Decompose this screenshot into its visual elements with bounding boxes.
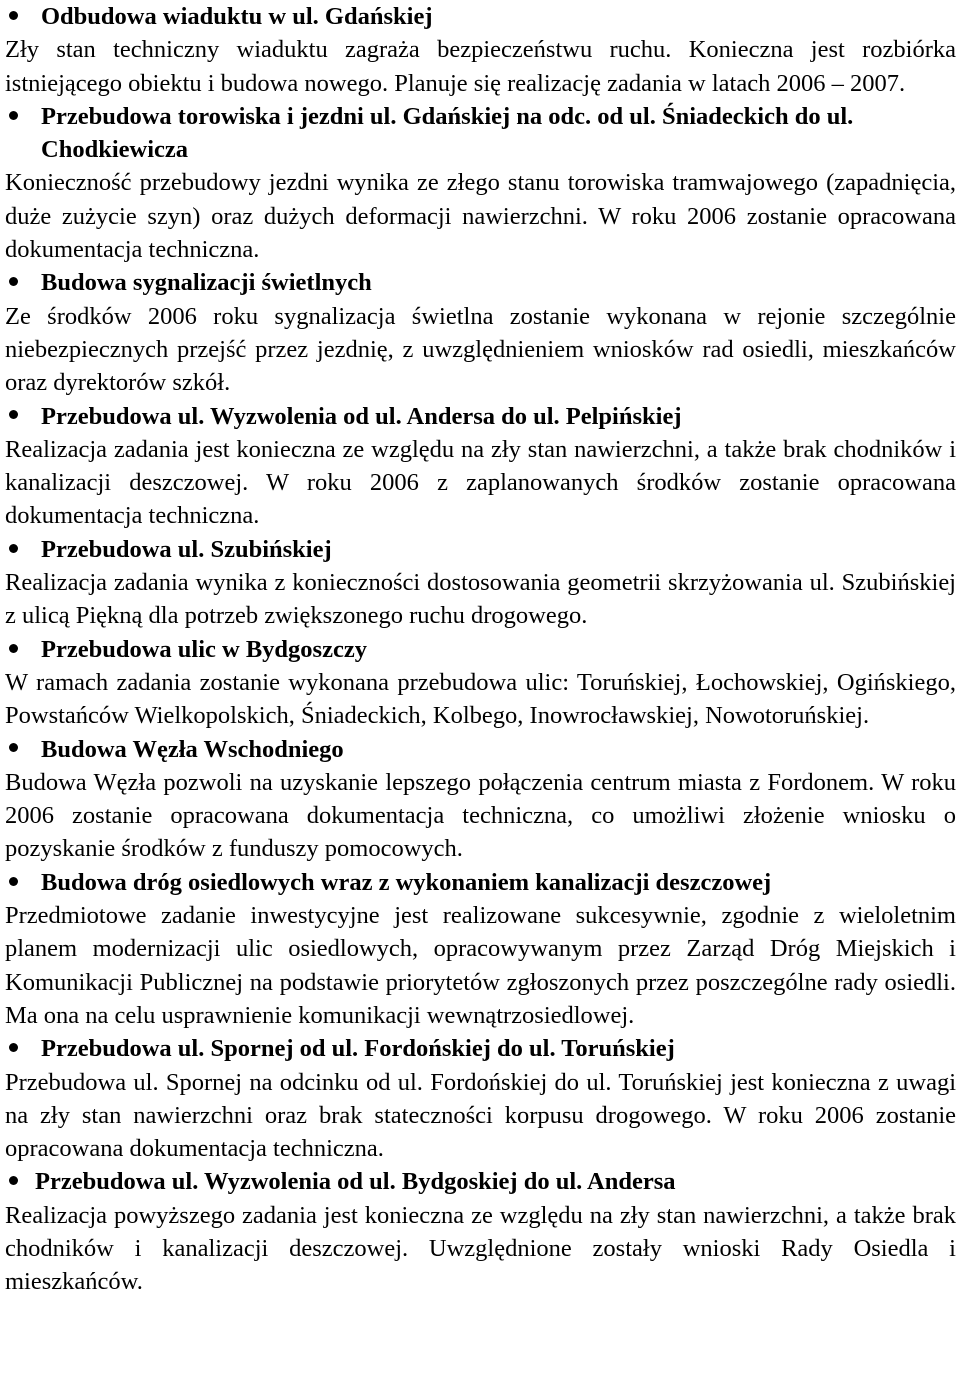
- bullet-icon: [6, 100, 20, 133]
- bullet-icon: [6, 266, 20, 299]
- section-sygnalizacja: [5, 266, 956, 399]
- section-body: Budowa Węzła pozwoli na uzyskanie lepszego połączenia centrum miasta z Fordonem. W roku 2006 zostanie opracowana dokumentacja techniczna, co umożliwi złożenie wniosku o pozyskanie środków z funduszy pomocowych.: [5, 768, 956, 863]
- section-ulice-bydgoszcz: [5, 633, 956, 733]
- section-title: [5, 866, 956, 899]
- bullet-icon: [6, 1165, 20, 1198]
- section-drogi-osiedlowe: [5, 866, 956, 1032]
- section-title-text: Przebudowa ul. Wyzwolenia od ul. Bydgoskiej do ul. Andersa: [35, 1168, 676, 1196]
- section-title-text: Przebudowa ulic w Bydgoszczy: [41, 635, 367, 663]
- section-body: Realizacja zadania wynika z konieczności dostosowania geometrii skrzyżowania ul. Szubińskiej z ulicą Piękną dla potrzeb zwiększonego ruchu drogowego.: [5, 569, 956, 630]
- section-wyzwolenia-andersa: [5, 400, 956, 533]
- section-wyzwolenia-bydgoska: [5, 1165, 956, 1298]
- section-body: Ze środków 2006 roku sygnalizacja świetlna zostanie wykonana w rejonie szczególnie niebezpiecznych przejść przez jezdnię, z uwzględnieniem wniosków rad osiedli, mieszkańców oraz dyrektorów szkół.: [5, 302, 956, 397]
- section-body: Realizacja zadania jest konieczna ze względu na zły stan nawierzchni, a także brak chodników i kanalizacji deszczowej. W roku 2006 z zaplanowanych środków zostanie opracowana dokumentacja techniczna.: [5, 435, 956, 530]
- section-title: [5, 100, 956, 167]
- bullet-icon: [6, 633, 20, 666]
- bullet-icon: [6, 733, 20, 766]
- section-title: [5, 400, 956, 433]
- section-title: [5, 633, 956, 666]
- section-title-text: Budowa Węzła Wschodniego: [41, 735, 344, 763]
- section-torowisko: [5, 100, 956, 266]
- section-title-text: Przebudowa torowiska i jezdni ul. Gdańskiej na odc. od ul. Śniadeckich do ul. Chodkiewicza: [41, 102, 854, 164]
- section-title: [5, 0, 956, 33]
- section-wezel-wschodni: [5, 733, 956, 866]
- bullet-icon: [6, 400, 20, 433]
- section-body: Konieczność przebudowy jezdni wynika ze złego stanu torowiska tramwajowego (zapadnięcia, duże zużycie szyn) oraz dużych deformacji nawierzchni. W roku 2006 zostanie opracowana dokumentacja techniczna.: [5, 169, 956, 264]
- section-title: [5, 266, 956, 299]
- bullet-icon: [6, 866, 20, 899]
- bullet-icon: [6, 1032, 20, 1065]
- section-title-text: Przebudowa ul. Wyzwolenia od ul. Andersa do ul. Pelpińskiej: [41, 402, 682, 430]
- section-szubinska: [5, 533, 956, 633]
- section-title: [5, 1032, 956, 1065]
- section-title: [5, 733, 956, 766]
- section-title-text: Budowa dróg osiedlowych wraz z wykonaniem kanalizacji deszczowej: [41, 868, 772, 896]
- bullet-icon: [6, 0, 20, 33]
- section-body: W ramach zadania zostanie wykonana przebudowa ulic: Toruńskiej, Łochowskiej, Ogińskiego, Powstańców Wielkopolskich, Śniadeckich, Kolbego, Inowrocławskiej, Nowotoruńskiej.: [5, 668, 956, 730]
- section-sporna: [5, 1032, 956, 1165]
- section-title-text: Przebudowa ul. Spornej od ul. Fordońskiej do ul. Toruńskiej: [41, 1035, 675, 1063]
- bullet-icon: [6, 533, 20, 566]
- section-title-text: Odbudowa wiaduktu w ul. Gdańskiej: [41, 3, 433, 30]
- section-body: Realizacja powyższego zadania jest konieczna ze względu na zły stan nawierzchni, a także brak chodników i kanalizacji deszczowej. Uwzględnione zostały wnioski Rady Osiedla i mieszkańców.: [5, 1201, 956, 1296]
- section-wiadukt: [5, 0, 956, 100]
- section-title-text: Budowa sygnalizacji świetlnych: [41, 269, 372, 297]
- section-title-text: Przebudowa ul. Szubińskiej: [41, 535, 332, 563]
- section-title: [5, 1165, 956, 1198]
- section-title: [5, 533, 956, 566]
- document-page: [5, 0, 956, 1299]
- section-body: Przedmiotowe zadanie inwestycyjne jest realizowane sukcesywnie, zgodnie z wieloletnim planem modernizacji ulic osiedlowych, opracowywanym przez Zarząd Dróg Miejskich i Komunikacji Publicznej na podstawie priorytetów zgłoszonych przez poszczególne rady osiedli. Ma ona na celu usprawnienie komunikacji wewnątrzosiedlowej.: [5, 902, 956, 1029]
- section-body: Zły stan techniczny wiaduktu zagraża bezpieczeństwu ruchu. Konieczna jest rozbiórka istniejącego obiektu i budowa nowego. Planuje się realizację zadania w latach 2006 – 2007.: [5, 36, 956, 97]
- section-body: Przebudowa ul. Spornej na odcinku od ul. Fordońskiej do ul. Toruńskiej jest konieczna z uwagi na zły stan nawierzchni oraz brak stateczności korpusu drogowego. W roku 2006 zostanie opracowana dokumentacja techniczna.: [5, 1068, 956, 1163]
